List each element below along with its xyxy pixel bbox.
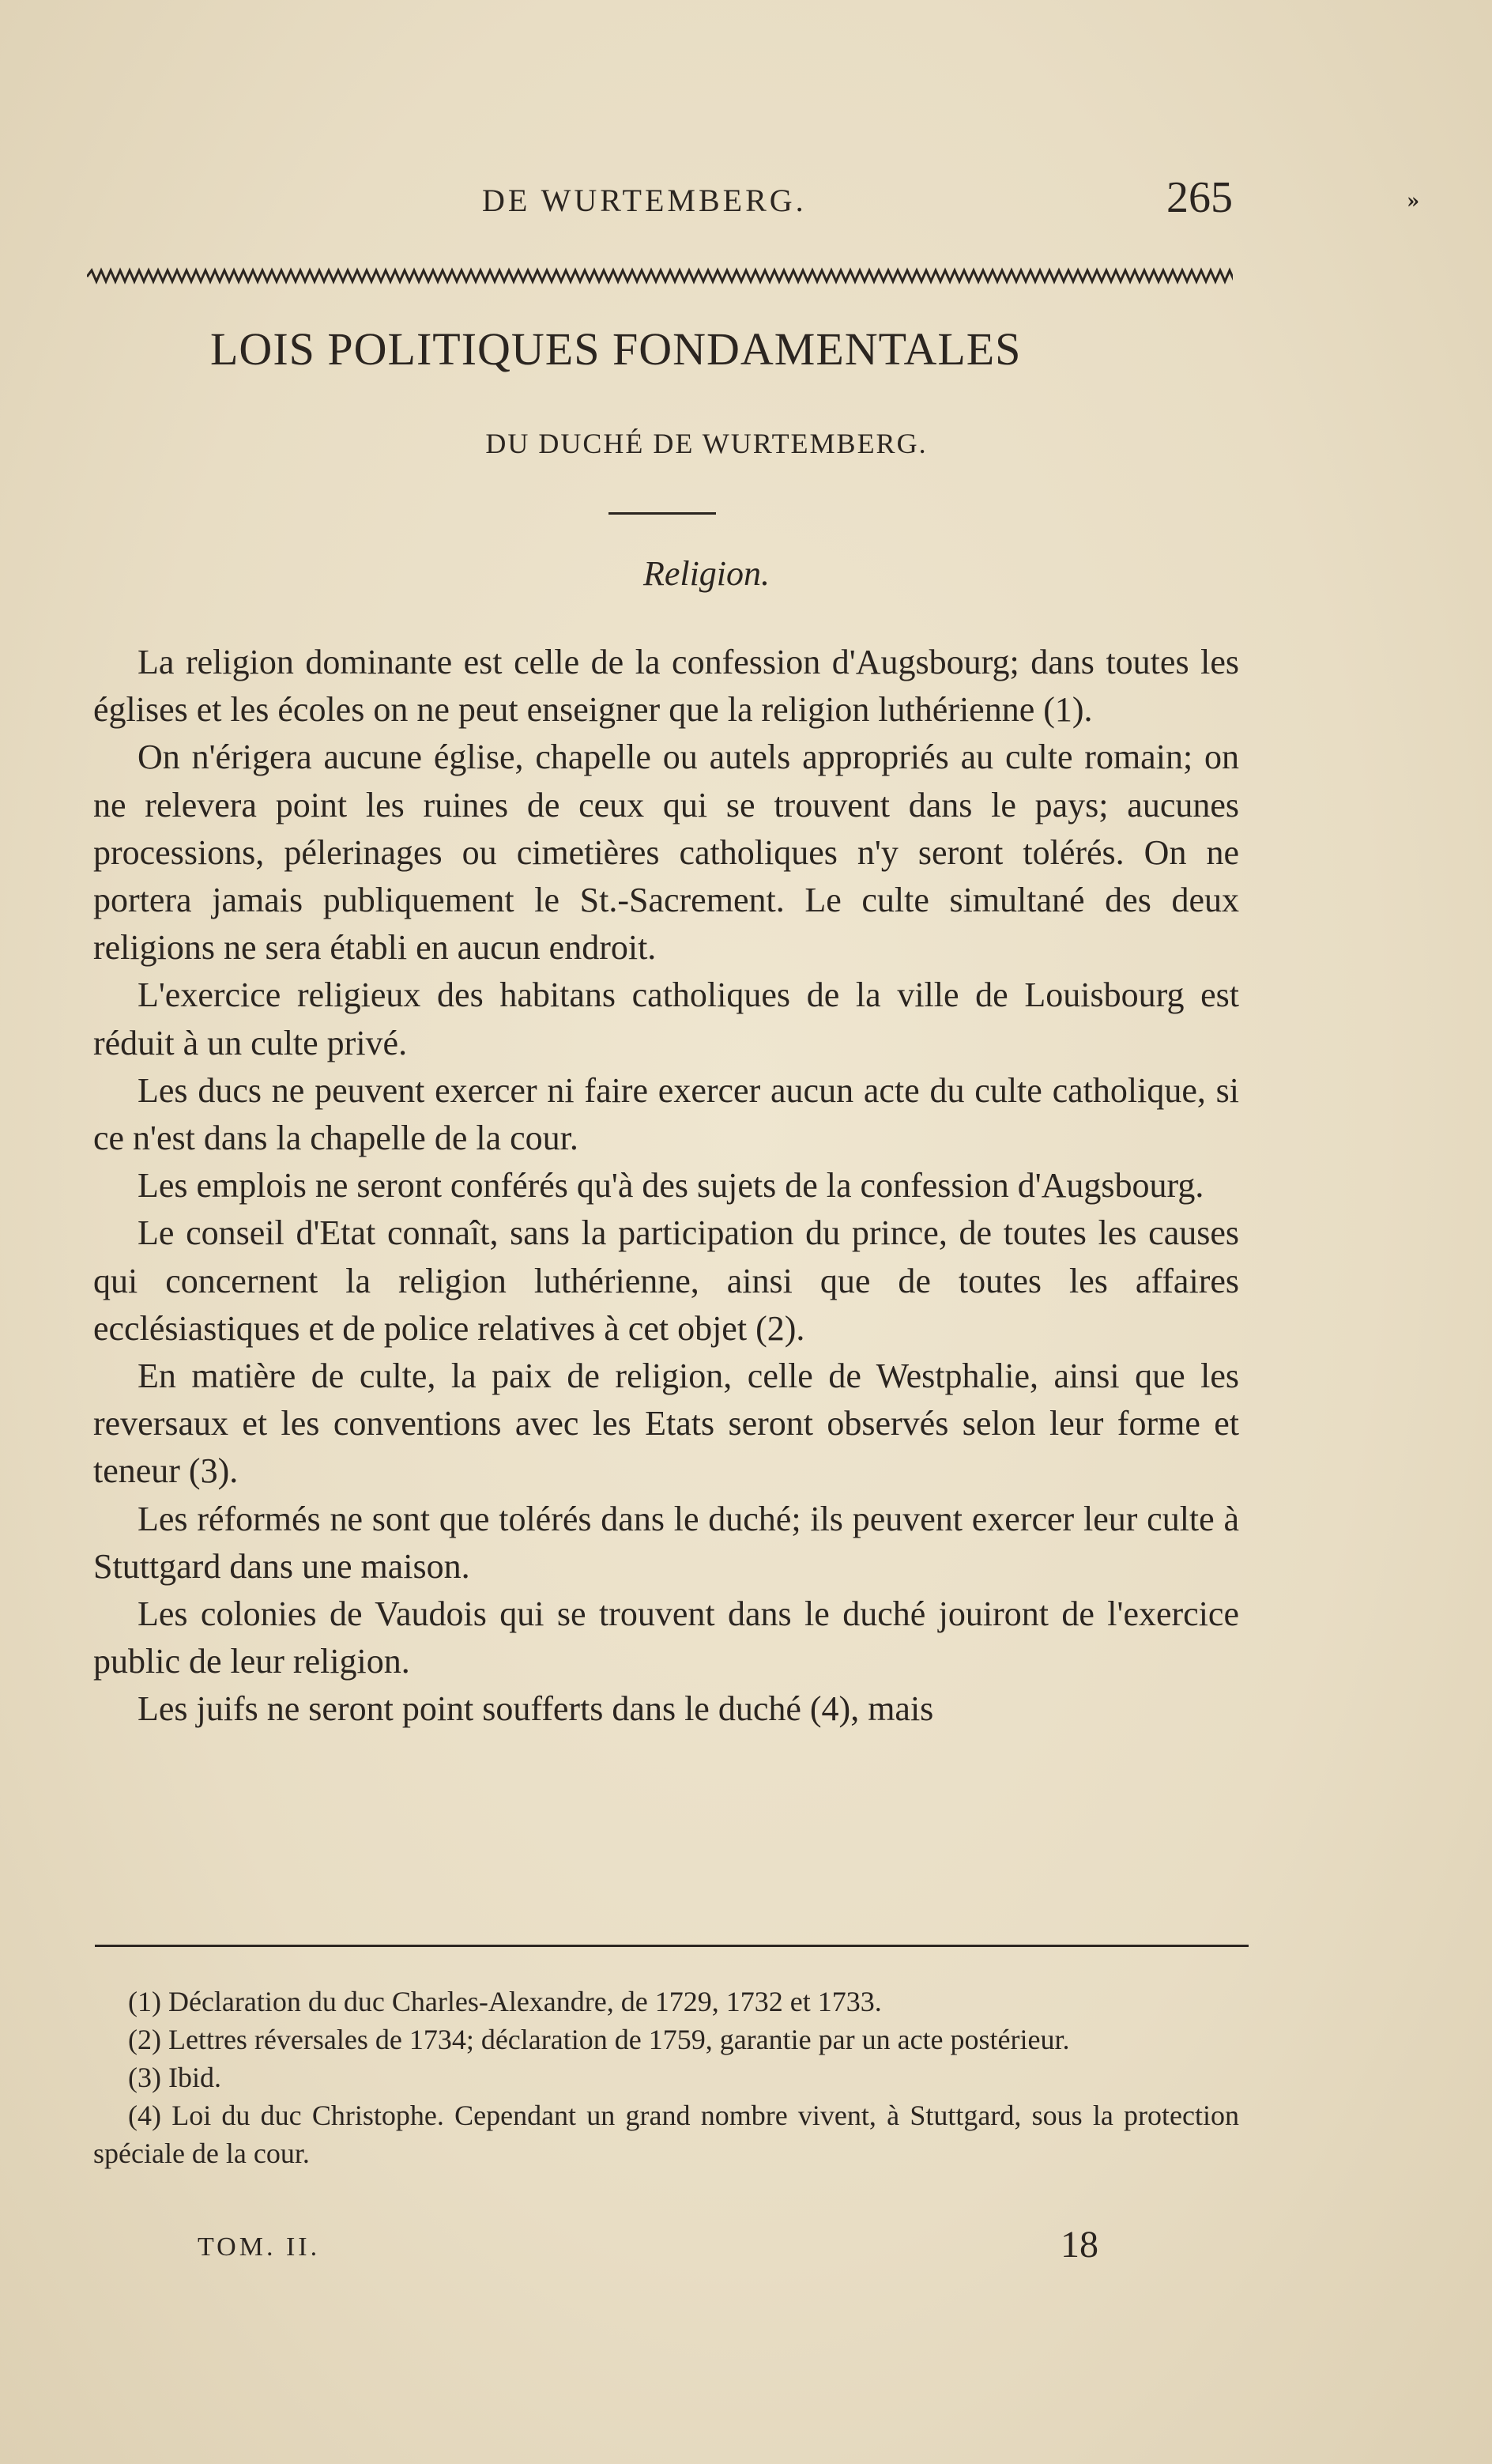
paragraph: Les emplois ne seront conférés qu'à des sujets de la confession d'Augsbourg. (138, 1166, 1204, 1206)
section-heading: Religion. (642, 554, 770, 593)
tome-label: TOM. II. (198, 2232, 321, 2262)
footnote: (2) Lettres réversales de 1734; déclaration de 1759, garantie par un acte postérieur. (128, 2024, 1070, 2055)
paragraph: La religion dominante est celle de la confession d'Augsbourg; dans toutes les églises et les écoles on ne peut enseigner que la religion luthérienne (1). (93, 643, 1239, 730)
footnote-rule (95, 1945, 1249, 1947)
signature-line (198, 2224, 1106, 2277)
ornamental-rule (87, 261, 1233, 292)
paragraph: Les colonies de Vaudois qui se trouvent dans le duché jouiront de l'exercice public de leur religion. (93, 1594, 1239, 1681)
paragraph: Le conseil d'Etat connaît, sans la participation du prince, de toutes les causes qui concernent la religion luthérienne, ainsi que de toutes les affaires ecclésiastiques et de police relatives à cet objet (2). (93, 1213, 1239, 1348)
title-rule (608, 512, 716, 515)
main-title: LOIS POLITIQUES FONDAMENTALES (210, 323, 1022, 375)
footnotes (93, 1983, 1239, 2172)
margin-mark: » (1407, 190, 1420, 213)
running-head-title: DE WURTEMBERG. (482, 183, 807, 218)
paragraph: Les réformés ne sont que tolérés dans le duché; ils peuvent exercer leur culte à Stuttgard dans une maison. (93, 1499, 1239, 1586)
paragraph: En matière de culte, la paix de religion, celle de Westphalie, ainsi que les reversaux et les conventions avec les Etats seront observés selon leur forme et teneur (3). (93, 1357, 1239, 1491)
footnote: (4) Loi du duc Christophe. Cependant un grand nombre vivent, à Stuttgard, sous la protection spéciale de la cour. (93, 2100, 1239, 2169)
footnote: (1) Déclaration du duc Charles-Alexandre, de 1729, 1732 et 1733. (128, 1986, 882, 2017)
running-head (95, 173, 1233, 237)
paragraph: On n'érigera aucune église, chapelle ou autels appropriés au culte romain; on ne relevera point les ruines de ceux qui se trouvent dans le pays; aucunes processions, pélerinages ou cimetières catholiques n'y seront tolérés. On ne portera jamais publiquement le St.-Sacrement. Le culte simultané des deux religions ne sera établi en aucun endroit. (93, 738, 1239, 968)
paragraph: Les ducs ne peuvent exercer ni faire exercer aucun acte du culte catholique, si ce n'est dans la chapelle de la cour. (93, 1070, 1239, 1158)
footnote: (3) Ibid. (128, 2062, 221, 2093)
sheet-signature: 18 (1061, 2224, 1098, 2266)
paragraph: L'exercice religieux des habitans catholiques de la ville de Louisbourg est réduit à un culte privé. (93, 975, 1239, 1062)
body-text (93, 639, 1239, 1734)
page-number: 265 (1166, 173, 1233, 222)
paragraph: Les juifs ne seront point soufferts dans le duché (4), mais (138, 1689, 934, 1729)
sub-title: DU DUCHÉ DE WURTEMBERG. (485, 428, 928, 459)
